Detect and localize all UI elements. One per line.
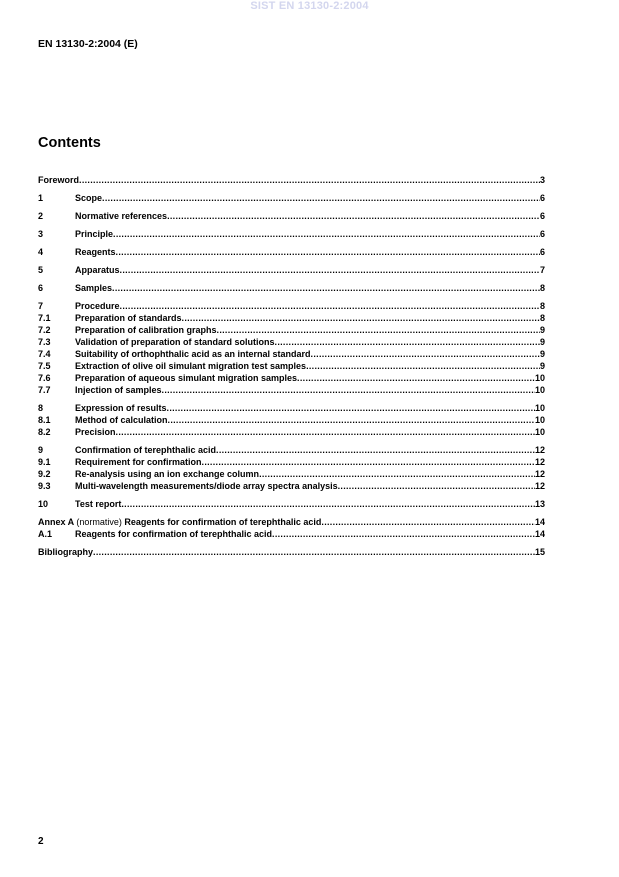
toc-entry-8-2[interactable]: [38, 426, 545, 438]
toc-entry-title: Expression of results: [75, 403, 167, 413]
toc-entry-title: Precision: [75, 427, 116, 437]
toc-entry-page: 8: [539, 301, 545, 311]
document-id: EN 13130-2:2004 (E): [38, 38, 138, 50]
toc-entry-page: 3: [539, 175, 545, 185]
toc-entry-number: 9.3: [38, 481, 51, 491]
toc-entry-page: 14: [534, 529, 545, 539]
toc-entry-9-1[interactable]: [38, 456, 545, 468]
toc-leader-dots: [275, 336, 540, 348]
toc-leader-dots: [79, 174, 540, 186]
toc-entry-number: 8.1: [38, 415, 51, 425]
toc-entry-bibliography[interactable]: [38, 546, 545, 558]
toc-entry-number: 3: [38, 229, 44, 239]
toc-entry-title: Principle: [75, 229, 114, 239]
toc-entry-page: 10: [534, 427, 545, 437]
table-of-contents: [38, 174, 545, 558]
toc-entry-title: Preparation of standards: [75, 313, 182, 323]
toc-entry-7-3[interactable]: [38, 336, 545, 348]
toc-entry-1[interactable]: [38, 192, 545, 204]
toc-entry-page: 8: [539, 283, 545, 293]
toc-entry-title: Foreword: [38, 175, 80, 185]
toc-entry-7-2[interactable]: [38, 324, 545, 336]
toc-entry-10[interactable]: [38, 498, 545, 510]
toc-leader-dots: [102, 192, 540, 204]
toc-entry-a-1[interactable]: [38, 528, 545, 540]
toc-entry-7-5[interactable]: [38, 360, 545, 372]
toc-entry-7-1[interactable]: [38, 312, 545, 324]
toc-entry-page: 10: [534, 403, 545, 413]
toc-entry-number: 5: [38, 265, 44, 275]
toc-entry-3[interactable]: [38, 228, 545, 240]
toc-leader-dots: [306, 360, 540, 372]
toc-entry-9-3[interactable]: [38, 480, 545, 492]
toc-entry-page: 10: [534, 385, 545, 395]
toc-entry-number: 9: [38, 445, 44, 455]
toc-leader-dots: [338, 480, 535, 492]
toc-leader-dots: [121, 498, 535, 510]
toc-entry-7-4[interactable]: [38, 348, 545, 360]
toc-entry-9[interactable]: [38, 444, 545, 456]
toc-entry-title: Procedure: [75, 301, 120, 311]
page-title: Contents: [38, 135, 101, 151]
toc-entry-6[interactable]: [38, 282, 545, 294]
toc-entry-number: 7.3: [38, 337, 51, 347]
page-number: 2: [38, 836, 44, 847]
toc-entry-title: Bibliography: [38, 547, 94, 557]
toc-entry-title: Scope: [75, 193, 103, 203]
toc-entry-title: Re-analysis using an ion exchange column: [75, 469, 260, 479]
toc-entry-page: 9: [539, 325, 545, 335]
toc-leader-dots: [217, 324, 540, 336]
toc-entry-number: 8.2: [38, 427, 51, 437]
toc-entry-number: 7.1: [38, 313, 51, 323]
toc-entry-2[interactable]: [38, 210, 545, 222]
toc-entry-title: Preparation of aqueous simulant migration samples: [75, 373, 298, 383]
toc-entry-page: 6: [539, 193, 545, 203]
toc-entry-number: 1: [38, 193, 44, 203]
toc-entry-number: 7.6: [38, 373, 51, 383]
toc-leader-dots: [168, 414, 535, 426]
toc-leader-dots: [116, 246, 540, 258]
toc-leader-dots: [272, 528, 535, 540]
annex-normative-label: (normative): [76, 517, 122, 527]
toc-entry-foreword[interactable]: [38, 174, 545, 186]
toc-entry-number: 7.4: [38, 349, 51, 359]
toc-entry-title: Reagents: [75, 247, 116, 257]
toc-entry-page: 6: [539, 247, 545, 257]
toc-leader-dots: [297, 372, 535, 384]
toc-entry-page: 9: [539, 349, 545, 359]
toc-entry-title: Requirement for confirmation: [75, 457, 202, 467]
toc-entry-page: 15: [534, 547, 545, 557]
toc-entry-number: 7.2: [38, 325, 51, 335]
toc-entry-page: 6: [539, 211, 545, 221]
toc-entry-number: 7.5: [38, 361, 51, 371]
toc-entry-title: [38, 516, 321, 528]
toc-entry-title: Reagents for confirmation of terephthalic acid: [75, 529, 273, 539]
toc-entry-page: 13: [534, 499, 545, 509]
toc-entry-page: 7: [539, 265, 545, 275]
toc-entry-annex-a[interactable]: [38, 516, 545, 528]
toc-leader-dots: [216, 444, 535, 456]
toc-entry-number: 9.1: [38, 457, 51, 467]
toc-entry-number: A.1: [38, 529, 53, 539]
toc-entry-page: 12: [534, 445, 545, 455]
toc-entry-page: 6: [539, 229, 545, 239]
toc-entry-number: 7: [38, 301, 44, 311]
toc-entry-title: Samples: [75, 283, 113, 293]
toc-leader-dots: [321, 516, 535, 528]
toc-leader-dots: [311, 348, 540, 360]
toc-leader-dots: [116, 426, 535, 438]
toc-entry-number: 10: [38, 499, 49, 509]
toc-leader-dots: [120, 264, 540, 276]
toc-leader-dots: [120, 300, 540, 312]
toc-entry-number: 9.2: [38, 469, 51, 479]
toc-leader-dots: [167, 210, 540, 222]
toc-entry-9-2[interactable]: [38, 468, 545, 480]
toc-entry-4[interactable]: [38, 246, 545, 258]
toc-entry-5[interactable]: [38, 264, 545, 276]
watermark: SIST EN 13130-2:2004: [250, 0, 369, 12]
toc-entry-page: 9: [539, 337, 545, 347]
toc-entry-title: Validation of preparation of standard solutions: [75, 337, 275, 347]
toc-entry-title: Normative references: [75, 211, 168, 221]
toc-entry-7[interactable]: [38, 300, 545, 312]
annex-title: Reagents for confirmation of terephthalic acid: [121, 517, 322, 527]
toc-entry-page: 14: [534, 517, 545, 527]
toc-entry-8[interactable]: [38, 402, 545, 414]
toc-entry-number: 8: [38, 403, 44, 413]
toc-entry-7-7[interactable]: [38, 384, 545, 396]
toc-entry-title: Multi-wavelength measurements/diode array spectra analysis: [75, 481, 338, 491]
toc-leader-dots: [182, 312, 540, 324]
toc-entry-title: Method of calculation: [75, 415, 168, 425]
toc-entry-number: 6: [38, 283, 44, 293]
toc-leader-dots: [162, 384, 535, 396]
toc-entry-number: 2: [38, 211, 44, 221]
toc-entry-7-6[interactable]: [38, 372, 545, 384]
toc-leader-dots: [113, 228, 540, 240]
toc-leader-dots: [112, 282, 540, 294]
toc-entry-title: Preparation of calibration graphs: [75, 325, 217, 335]
toc-entry-page: 12: [534, 469, 545, 479]
toc-entry-page: 12: [534, 457, 545, 467]
toc-entry-title: Suitability of orthophthalic acid as an internal standard: [75, 349, 311, 359]
toc-leader-dots: [93, 546, 535, 558]
toc-entry-number: 7.7: [38, 385, 51, 395]
toc-leader-dots: [202, 456, 535, 468]
toc-entry-title: Apparatus: [75, 265, 120, 275]
toc-entry-number: 4: [38, 247, 44, 257]
toc-entry-title: Test report: [75, 499, 122, 509]
toc-entry-title: Confirmation of terephthalic acid: [75, 445, 217, 455]
toc-leader-dots: [167, 402, 535, 414]
toc-entry-8-1[interactable]: [38, 414, 545, 426]
toc-entry-page: 8: [539, 313, 545, 323]
toc-entry-page: 10: [534, 415, 545, 425]
annex-prefix: Annex A: [38, 517, 77, 527]
toc-entry-page: 12: [534, 481, 545, 491]
toc-entry-title: Injection of samples: [75, 385, 162, 395]
toc-entry-page: 9: [539, 361, 545, 371]
toc-entry-title: Extraction of olive oil simulant migration test samples: [75, 361, 307, 371]
toc-leader-dots: [259, 468, 535, 480]
toc-entry-page: 10: [534, 373, 545, 383]
